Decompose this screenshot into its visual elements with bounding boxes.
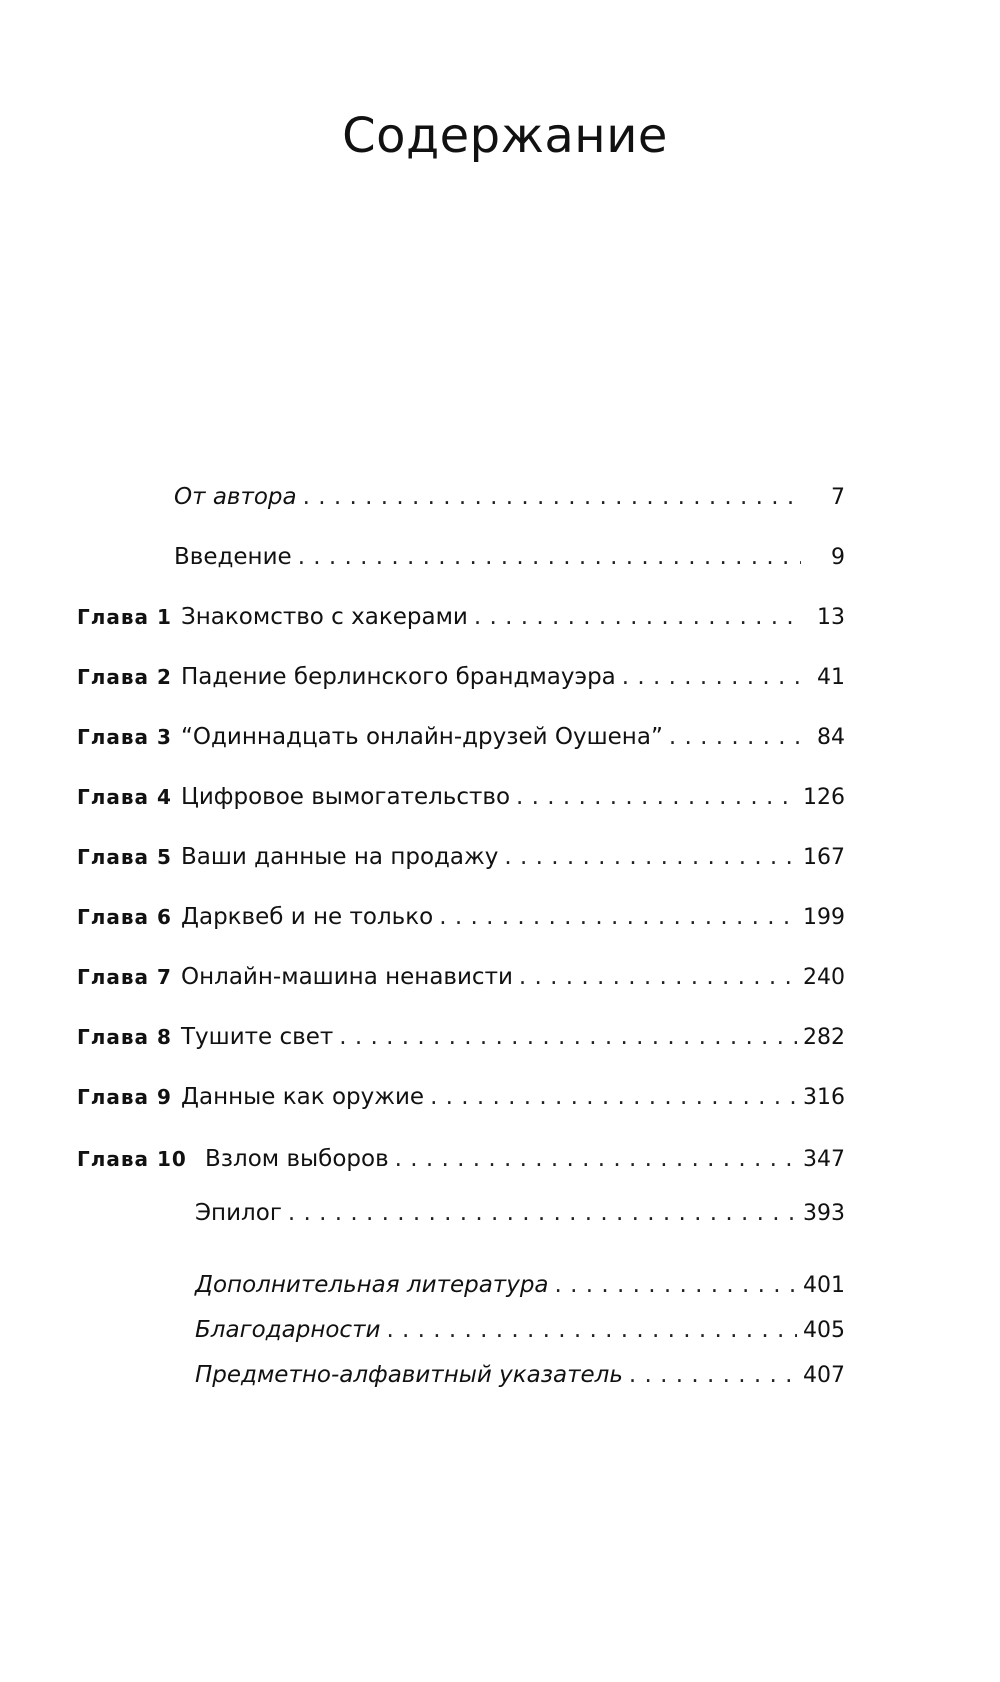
toc-entry-title: Падение берлинского брандмауэра xyxy=(181,664,616,690)
toc-entry-epilogue[interactable] xyxy=(195,1198,845,1229)
toc-entry-title: “Одиннадцать онлайн-друзей Оушена” xyxy=(181,724,663,750)
toc-entry-title: Знакомство с хакерами xyxy=(181,604,468,630)
leader-dots xyxy=(519,962,797,992)
toc-page-number: 199 xyxy=(803,905,845,930)
toc-page-number: 407 xyxy=(803,1363,845,1388)
leader-dots xyxy=(504,842,797,872)
toc-page-number: 13 xyxy=(817,605,845,630)
leader-dots xyxy=(339,1022,797,1052)
toc-entry-author-note[interactable] xyxy=(174,482,845,513)
toc-chapter-3[interactable] xyxy=(77,722,845,753)
leader-dots xyxy=(395,1144,797,1174)
toc-page-number: 84 xyxy=(817,725,845,750)
leader-dots xyxy=(430,1082,797,1112)
toc-chapter-8[interactable] xyxy=(77,1022,845,1053)
leader-dots xyxy=(516,782,797,812)
leader-dots xyxy=(669,722,801,752)
toc-entry-title: Взлом выборов xyxy=(205,1146,389,1172)
toc-page-number: 401 xyxy=(803,1273,845,1298)
toc-entry-title: Цифровое вымогательство xyxy=(181,784,511,810)
toc-page-number: 393 xyxy=(803,1201,845,1226)
toc-chapter-4[interactable] xyxy=(77,782,845,813)
toc-entry-index[interactable] xyxy=(195,1360,845,1391)
toc-entry-title: От автора xyxy=(174,484,297,510)
toc-entry-title: Дополнительная литература xyxy=(195,1272,549,1298)
toc-entry-title: Благодарности xyxy=(195,1317,381,1343)
leader-dots xyxy=(303,482,801,512)
leader-dots xyxy=(298,542,801,572)
leader-dots xyxy=(288,1198,797,1228)
toc-page-number: 167 xyxy=(803,845,845,870)
leader-dots xyxy=(629,1360,797,1390)
toc-page-number: 282 xyxy=(803,1025,845,1050)
toc-page-number: 126 xyxy=(803,785,845,810)
toc-entry-acknowledgements[interactable] xyxy=(195,1315,845,1346)
toc-page-number: 41 xyxy=(817,665,845,690)
toc-chapter-1[interactable] xyxy=(77,602,845,633)
chapter-label: Глава 2 xyxy=(77,665,172,689)
chapter-label: Глава 8 xyxy=(77,1025,172,1049)
toc-page-number: 7 xyxy=(831,485,845,510)
toc-entry-title: Онлайн-машина ненависти xyxy=(181,964,513,990)
toc-page-number: 405 xyxy=(803,1318,845,1343)
chapter-label: Глава 4 xyxy=(77,785,172,809)
toc-entry-title: Тушите свет xyxy=(181,1024,334,1050)
toc-entry-title: Введение xyxy=(174,544,292,570)
toc-page-number: 240 xyxy=(803,965,845,990)
toc-page-number: 316 xyxy=(803,1085,845,1110)
toc-entry-title: Дарквеб и не только xyxy=(181,904,434,930)
leader-dots xyxy=(386,1315,797,1345)
toc-chapter-10[interactable] xyxy=(77,1144,845,1175)
leader-dots xyxy=(622,662,801,692)
toc-page-number: 347 xyxy=(803,1147,845,1172)
chapter-label: Глава 3 xyxy=(77,725,172,749)
chapter-label: Глава 5 xyxy=(77,845,172,869)
chapter-label: Глава 10 xyxy=(77,1147,187,1171)
toc-entry-introduction[interactable] xyxy=(174,542,845,573)
toc-entry-title: Данные как оружие xyxy=(181,1084,425,1110)
leader-dots xyxy=(439,902,797,932)
leader-dots xyxy=(474,602,801,632)
toc-page-number: 9 xyxy=(831,545,845,570)
chapter-label: Глава 7 xyxy=(77,965,172,989)
toc-entry-title: Предметно-алфавитный указатель xyxy=(195,1362,623,1388)
chapter-label: Глава 1 xyxy=(77,605,172,629)
chapter-label: Глава 9 xyxy=(77,1085,172,1109)
toc-chapter-2[interactable] xyxy=(77,662,845,693)
toc-entry-title: Ваши данные на продажу xyxy=(181,844,499,870)
toc-entry-further-reading[interactable] xyxy=(195,1270,845,1301)
page-title: Содержание xyxy=(342,108,668,164)
toc-chapter-6[interactable] xyxy=(77,902,845,933)
toc-entry-title: Эпилог xyxy=(195,1200,282,1226)
chapter-label: Глава 6 xyxy=(77,905,172,929)
toc-chapter-5[interactable] xyxy=(77,842,845,873)
leader-dots xyxy=(555,1270,797,1300)
toc-chapter-9[interactable] xyxy=(77,1082,845,1113)
toc-chapter-7[interactable] xyxy=(77,962,845,993)
